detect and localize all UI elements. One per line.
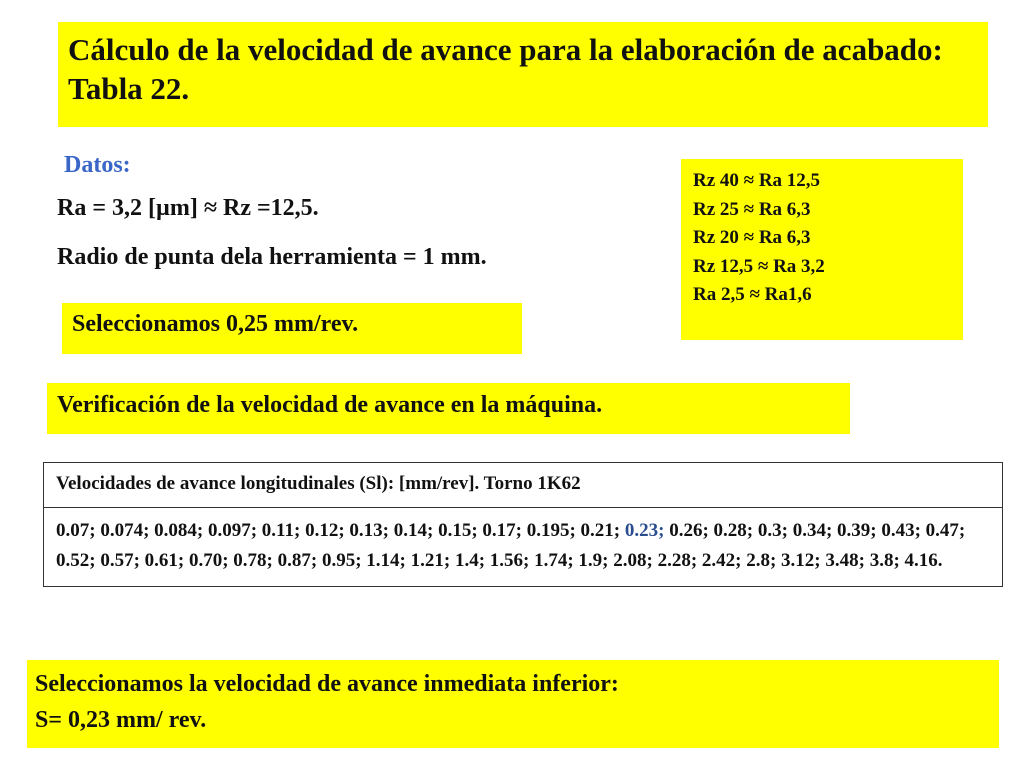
values-after: 0.26; 0.28; 0.3; 0.34; 0.39; 0.43; 0.47; 0.52; 0.57; 0.61; 0.70; 0.78; 0.87; 0.95; 1.14; 1.21; 1.4; 1.56; 1.74; 1.9; 2.08; 2.28; 2.42; 2.8; 3.12; 3.48; 3.8; 4.16. [56,520,966,571]
datos-label: Datos: [64,152,131,178]
conversion-item: Rz 12,5 ≈ Ra 3,2 [693,255,825,277]
final-statement: Seleccionamos la velocidad de avance inmediata inferior: [35,671,619,697]
roughness-conversion-box [681,159,963,340]
table-values [44,508,1002,586]
selected-value: 0.23; [624,520,665,541]
radius-given: Radio de punta dela herramienta = 1 mm. [57,244,487,270]
title-box [58,22,988,127]
table-header: Velocidades de avance longitudinales (Sl): [mm/rev]. Torno 1K62 [44,463,1002,508]
final-result: S= 0,23 mm/ rev. [35,707,207,733]
page-title: Cálculo de la velocidad de avance para la elaboración de acabado: Tabla 22. [68,32,943,106]
conversion-item: Rz 40 ≈ Ra 12,5 [693,170,821,191]
conversion-item: Ra 2,5 ≈ Ra1,6 [693,284,812,305]
feed-rates-table [43,462,1003,587]
conversion-item: Rz 25 ≈ Ra 6,3 [693,198,811,220]
verification-box: Verificación de la velocidad de avance en la máquina. [47,383,850,434]
selection-box: Seleccionamos 0,25 mm/rev. [62,303,522,354]
final-result-box [27,660,999,748]
conversion-item: Rz 20 ≈ Ra 6,3 [693,227,811,248]
ra-given: Ra = 3,2 [µm] ≈ Rz =12,5. [57,195,319,221]
values-before: 0.07; 0.074; 0.084; 0.097; 0.11; 0.12; 0.13; 0.14; 0.15; 0.17; 0.195; 0.21; [56,520,625,541]
